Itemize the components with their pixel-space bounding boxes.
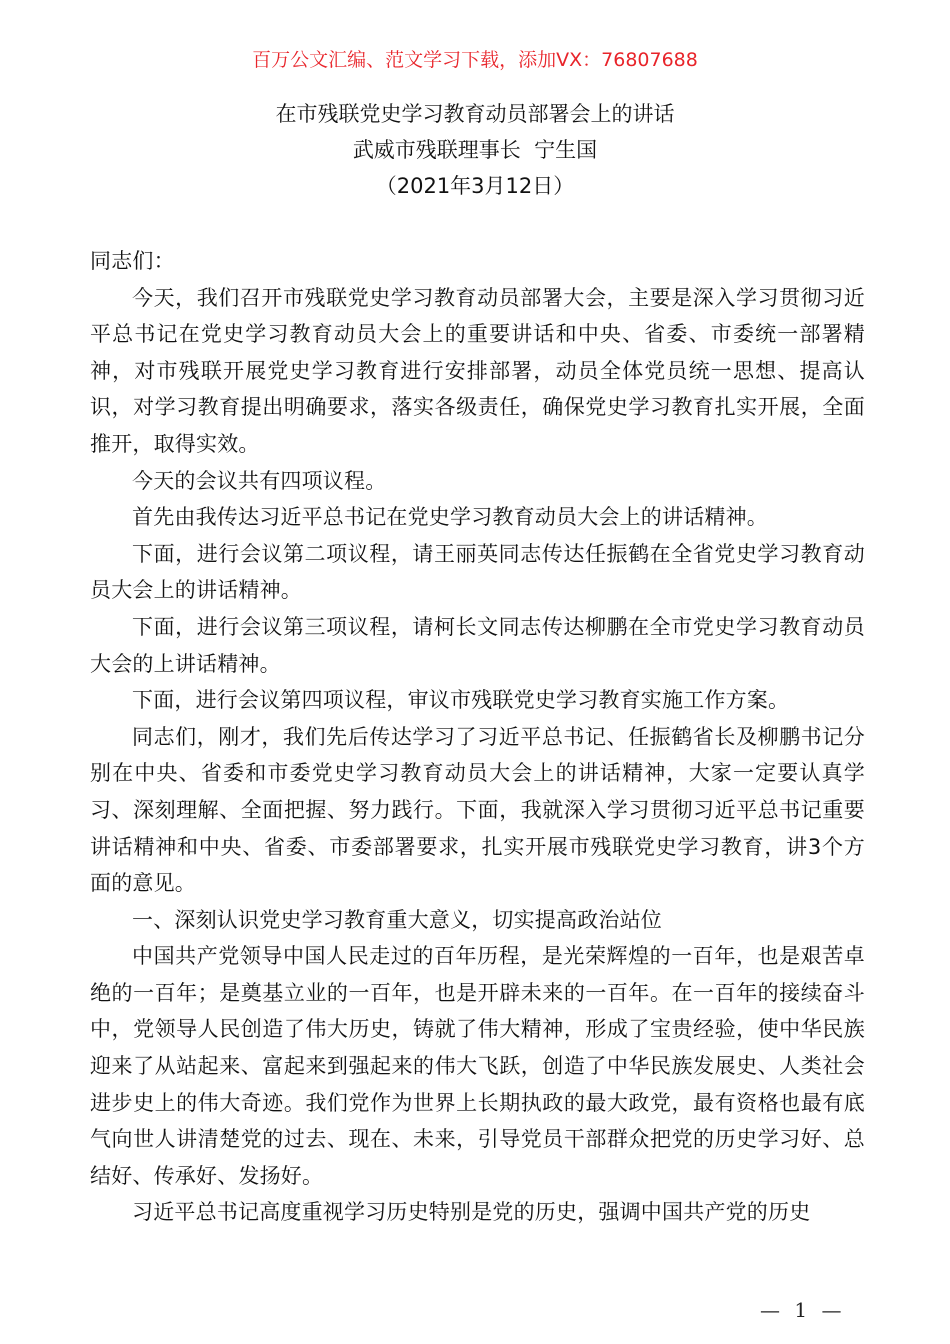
paragraph: 中国共产党领导中国人民走过的百年历程，是光荣辉煌的一百年，也是艰苦卓绝的一百年；是奠基立业的一百年，也是开辟未来的一百年。在一百年的接续奋斗中，党领导人民创造了伟大历史，铸就了伟大精神，形成了宝贵经验，使中华民族迎来了从站起来、富起来到强起来的伟大飞跃，创造了中华民族发展史、人类社会进步史上的伟大奇迹。我们党作为世界上长期执政的最大政党，最有资格也最有底气向世人讲清楚党的过去、现在、未来，引导党员干部群众把党的历史学习好、总结好、传承好、发扬好。 <box>90 944 865 1188</box>
title-block <box>0 96 950 204</box>
paragraph: 今天，我们召开市残联党史学习教育动员部署大会，主要是深入学习贯彻习近平总书记在党史学习教育动员大会上的重要讲话和中央、省委、市委统一部署精神，对市残联开展党史学习教育进行安排部署，动员全体党员统一思想、提高认识，对学习教育提出明确要求，落实各级责任，确保党史学习教育扎实开展，全面推开，取得实效。 <box>90 285 865 456</box>
document-title: 在市残联党史学习教育动员部署会上的讲话 <box>275 102 675 126</box>
paragraph: 同志们，刚才，我们先后传达学习了习近平总书记、任振鹤省长及柳鹏书记分别在中央、省委和市委党史学习教育动员大会上的讲话精神，大家一定要认真学习、深刻理解、全面把握、努力践行。下面，我就深入学习贯彻习近平总书记重要讲话精神和中央、省委、市委部署要求，扎实开展市残联党史学习教育，讲3个方面的意见。 <box>90 724 865 896</box>
paragraph: 下面，进行会议第四项议程，审议市残联党史学习教育实施工作方案。 <box>132 688 790 713</box>
page-number: — 1 — <box>760 1298 846 1322</box>
section-heading: 一、深刻认识党史学习教育重大意义，切实提高政治站位 <box>132 907 662 932</box>
paragraph: 今天的会议共有四项议程。 <box>132 468 387 493</box>
document-author: 武威市残联理事长 宁生国 <box>352 138 598 162</box>
paragraph: 首先由我传达习近平总书记在党史学习教育动员大会上的讲话精神。 <box>132 505 768 530</box>
document-date: （2021年3月12日） <box>375 174 575 198</box>
paragraph: 习近平总书记高度重视学习历史特别是党的历史，强调中国共产党的历史 <box>132 1200 811 1225</box>
paragraph: 下面，进行会议第三项议程，请柯长文同志传达柳鹏在全市党史学习教育动员大会的上讲话精神。 <box>90 614 865 676</box>
paragraph: 下面，进行会议第二项议程，请王丽英同志传达任振鹤在全省党史学习教育动员大会上的讲话精神。 <box>90 541 865 603</box>
document-body <box>90 243 865 1231</box>
salutation: 同志们： <box>90 249 175 273</box>
watermark-banner: 百万公文汇编、范文学习下载，添加VX：76807688 <box>252 49 698 71</box>
